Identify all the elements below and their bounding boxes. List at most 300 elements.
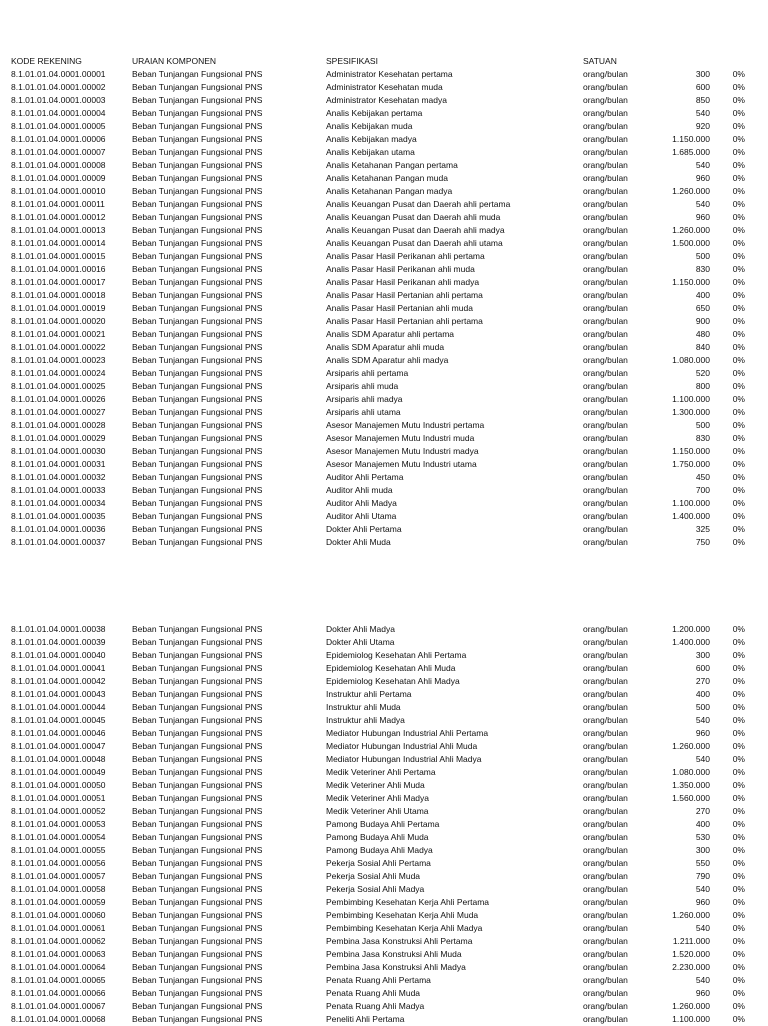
satuan-cell: orang/bulan	[583, 923, 628, 933]
spesifikasi-cell: Analis Pasar Hasil Pertanian ahli muda	[326, 303, 473, 313]
table-row	[0, 935, 768, 948]
uraian-komponen-cell: Beban Tunjangan Fungsional PNS	[132, 225, 263, 235]
table-row	[0, 237, 768, 250]
kode-rekening-cell: 8.1.01.01.04.0001.00020	[11, 316, 106, 326]
table-row	[0, 831, 768, 844]
uraian-komponen-cell: Beban Tunjangan Fungsional PNS	[132, 446, 263, 456]
harga-cell: 500	[695, 702, 710, 712]
spesifikasi-cell: Pembimbing Kesehatan Kerja Ahli Pertama	[326, 897, 490, 907]
uraian-komponen-cell: Beban Tunjangan Fungsional PNS	[132, 147, 263, 157]
uraian-komponen-cell: Beban Tunjangan Fungsional PNS	[132, 741, 263, 751]
spesifikasi-cell: Auditor Ahli Pertama	[326, 472, 404, 482]
table-row	[0, 445, 768, 458]
persen-cell: 0%	[732, 793, 745, 803]
table-row	[0, 883, 768, 896]
persen-cell: 0%	[732, 446, 745, 456]
table-row	[0, 766, 768, 779]
table-row	[0, 146, 768, 159]
satuan-cell: orang/bulan	[583, 728, 628, 738]
kode-rekening-cell: 8.1.01.01.04.0001.00017	[11, 277, 106, 287]
satuan-cell: orang/bulan	[583, 342, 628, 352]
satuan-cell: orang/bulan	[583, 689, 628, 699]
persen-cell: 0%	[732, 407, 745, 417]
spesifikasi-cell: Pamong Budaya Ahli Madya	[326, 845, 433, 855]
satuan-cell: orang/bulan	[583, 446, 628, 456]
persen-cell: 0%	[732, 897, 745, 907]
kode-rekening-cell: 8.1.01.01.04.0001.00006	[11, 134, 106, 144]
spesifikasi-cell: Analis Pasar Hasil Pertanian ahli pertama	[326, 316, 483, 326]
kode-rekening-cell: 8.1.01.01.04.0001.00012	[11, 212, 106, 222]
spesifikasi-cell: Pembina Jasa Konstruksi Ahli Pertama	[326, 936, 473, 946]
table-row	[0, 133, 768, 146]
uraian-komponen-cell: Beban Tunjangan Fungsional PNS	[132, 459, 263, 469]
uraian-komponen-cell: Beban Tunjangan Fungsional PNS	[132, 806, 263, 816]
uraian-komponen-cell: Beban Tunjangan Fungsional PNS	[132, 69, 263, 79]
spesifikasi-cell: Analis Ketahanan Pangan muda	[326, 173, 448, 183]
table-row	[0, 870, 768, 883]
satuan-cell: orang/bulan	[583, 407, 628, 417]
table-row	[0, 367, 768, 380]
harga-cell: 830	[695, 264, 710, 274]
spesifikasi-cell: Penata Ruang Ahli Muda	[326, 988, 421, 998]
uraian-komponen-cell: Beban Tunjangan Fungsional PNS	[132, 793, 263, 803]
table-row	[0, 662, 768, 675]
persen-cell: 0%	[732, 485, 745, 495]
satuan-cell: orang/bulan	[583, 186, 628, 196]
harga-cell: 300	[695, 845, 710, 855]
table-row	[0, 94, 768, 107]
harga-cell: 540	[695, 199, 710, 209]
kode-rekening-cell: 8.1.01.01.04.0001.00035	[11, 511, 106, 521]
uraian-komponen-cell: Beban Tunjangan Fungsional PNS	[132, 689, 263, 699]
spesifikasi-cell: Pekerja Sosial Ahli Madya	[326, 884, 425, 894]
table-row	[0, 753, 768, 766]
spesifikasi-cell: Medik Veteriner Ahli Muda	[326, 780, 425, 790]
uraian-komponen-cell: Beban Tunjangan Fungsional PNS	[132, 962, 263, 972]
table-row	[0, 922, 768, 935]
spesifikasi-cell: Pekerja Sosial Ahli Muda	[326, 871, 421, 881]
spesifikasi-cell: Pembina Jasa Konstruksi Ahli Muda	[326, 949, 462, 959]
satuan-cell: orang/bulan	[583, 498, 628, 508]
uraian-komponen-cell: Beban Tunjangan Fungsional PNS	[132, 394, 263, 404]
satuan-cell: orang/bulan	[583, 160, 628, 170]
satuan-cell: orang/bulan	[583, 754, 628, 764]
harga-cell: 530	[695, 832, 710, 842]
satuan-cell: orang/bulan	[583, 212, 628, 222]
spesifikasi-cell: Medik Veteriner Ahli Utama	[326, 806, 429, 816]
spesifikasi-cell: Asesor Manajemen Mutu Industri pertama	[326, 420, 485, 430]
satuan-cell: orang/bulan	[583, 949, 628, 959]
uraian-komponen-cell: Beban Tunjangan Fungsional PNS	[132, 650, 263, 660]
harga-cell: 1.150.000	[672, 446, 710, 456]
spesifikasi-cell: Auditor Ahli muda	[326, 485, 393, 495]
spesifikasi-cell: Analis Kebijakan pertama	[326, 108, 423, 118]
uraian-komponen-cell: Beban Tunjangan Fungsional PNS	[132, 1014, 263, 1024]
persen-cell: 0%	[732, 832, 745, 842]
persen-cell: 0%	[732, 69, 745, 79]
table-block-2	[0, 623, 768, 1026]
spesifikasi-cell: Pembina Jasa Konstruksi Ahli Madya	[326, 962, 466, 972]
uraian-komponen-cell: Beban Tunjangan Fungsional PNS	[132, 277, 263, 287]
persen-cell: 0%	[732, 524, 745, 534]
uraian-komponen-cell: Beban Tunjangan Fungsional PNS	[132, 303, 263, 313]
table-row	[0, 779, 768, 792]
table-row	[0, 185, 768, 198]
table-row	[0, 393, 768, 406]
harga-cell: 920	[695, 121, 710, 131]
harga-cell: 540	[695, 975, 710, 985]
persen-cell: 0%	[732, 819, 745, 829]
spesifikasi-cell: Dokter Ahli Pertama	[326, 524, 402, 534]
harga-cell: 800	[695, 381, 710, 391]
harga-cell: 500	[695, 420, 710, 430]
uraian-komponen-cell: Beban Tunjangan Fungsional PNS	[132, 702, 263, 712]
kode-rekening-cell: 8.1.01.01.04.0001.00041	[11, 663, 106, 673]
harga-cell: 1.260.000	[672, 186, 710, 196]
kode-rekening-cell: 8.1.01.01.04.0001.00037	[11, 537, 106, 547]
table-row	[0, 224, 768, 237]
table-row	[0, 341, 768, 354]
table-row	[0, 211, 768, 224]
harga-cell: 1.400.000	[672, 511, 710, 521]
kode-rekening-cell: 8.1.01.01.04.0001.00052	[11, 806, 106, 816]
harga-cell: 700	[695, 485, 710, 495]
harga-cell: 1.200.000	[672, 624, 710, 634]
spesifikasi-cell: Epidemiolog Kesehatan Ahli Madya	[326, 676, 460, 686]
kode-rekening-cell: 8.1.01.01.04.0001.00047	[11, 741, 106, 751]
spesifikasi-cell: Analis Pasar Hasil Perikanan ahli madya	[326, 277, 480, 287]
table-row	[0, 792, 768, 805]
header-spesifikasi: SPESIFIKASI	[326, 56, 378, 66]
uraian-komponen-cell: Beban Tunjangan Fungsional PNS	[132, 316, 263, 326]
satuan-cell: orang/bulan	[583, 264, 628, 274]
table-row	[0, 276, 768, 289]
persen-cell: 0%	[732, 82, 745, 92]
spesifikasi-cell: Penata Ruang Ahli Pertama	[326, 975, 431, 985]
satuan-cell: orang/bulan	[583, 819, 628, 829]
uraian-komponen-cell: Beban Tunjangan Fungsional PNS	[132, 381, 263, 391]
uraian-komponen-cell: Beban Tunjangan Fungsional PNS	[132, 498, 263, 508]
kode-rekening-cell: 8.1.01.01.04.0001.00025	[11, 381, 106, 391]
uraian-komponen-cell: Beban Tunjangan Fungsional PNS	[132, 290, 263, 300]
kode-rekening-cell: 8.1.01.01.04.0001.00015	[11, 251, 106, 261]
persen-cell: 0%	[732, 134, 745, 144]
uraian-komponen-cell: Beban Tunjangan Fungsional PNS	[132, 637, 263, 647]
kode-rekening-cell: 8.1.01.01.04.0001.00048	[11, 754, 106, 764]
satuan-cell: orang/bulan	[583, 134, 628, 144]
table-row	[0, 818, 768, 831]
kode-rekening-cell: 8.1.01.01.04.0001.00016	[11, 264, 106, 274]
spesifikasi-cell: Administrator Kesehatan pertama	[326, 69, 453, 79]
satuan-cell: orang/bulan	[583, 329, 628, 339]
table-row	[0, 380, 768, 393]
satuan-cell: orang/bulan	[583, 173, 628, 183]
kode-rekening-cell: 8.1.01.01.04.0001.00064	[11, 962, 106, 972]
table-row	[0, 172, 768, 185]
persen-cell: 0%	[732, 147, 745, 157]
uraian-komponen-cell: Beban Tunjangan Fungsional PNS	[132, 368, 263, 378]
satuan-cell: orang/bulan	[583, 238, 628, 248]
harga-cell: 540	[695, 754, 710, 764]
kode-rekening-cell: 8.1.01.01.04.0001.00045	[11, 715, 106, 725]
spesifikasi-cell: Epidemiolog Kesehatan Ahli Muda	[326, 663, 456, 673]
table-row	[0, 974, 768, 987]
kode-rekening-cell: 8.1.01.01.04.0001.00044	[11, 702, 106, 712]
satuan-cell: orang/bulan	[583, 637, 628, 647]
kode-rekening-cell: 8.1.01.01.04.0001.00032	[11, 472, 106, 482]
table-row	[0, 1013, 768, 1026]
persen-cell: 0%	[732, 936, 745, 946]
satuan-cell: orang/bulan	[583, 316, 628, 326]
satuan-cell: orang/bulan	[583, 676, 628, 686]
spesifikasi-cell: Instruktur ahli Madya	[326, 715, 405, 725]
satuan-cell: orang/bulan	[583, 663, 628, 673]
table-row	[0, 688, 768, 701]
persen-cell: 0%	[732, 728, 745, 738]
satuan-cell: orang/bulan	[583, 780, 628, 790]
kode-rekening-cell: 8.1.01.01.04.0001.00061	[11, 923, 106, 933]
table-row	[0, 68, 768, 81]
uraian-komponen-cell: Beban Tunjangan Fungsional PNS	[132, 975, 263, 985]
satuan-cell: orang/bulan	[583, 95, 628, 105]
table-row	[0, 120, 768, 133]
uraian-komponen-cell: Beban Tunjangan Fungsional PNS	[132, 988, 263, 998]
kode-rekening-cell: 8.1.01.01.04.0001.00036	[11, 524, 106, 534]
table-row	[0, 419, 768, 432]
persen-cell: 0%	[732, 225, 745, 235]
uraian-komponen-cell: Beban Tunjangan Fungsional PNS	[132, 95, 263, 105]
table-row	[0, 510, 768, 523]
persen-cell: 0%	[732, 975, 745, 985]
harga-cell: 540	[695, 884, 710, 894]
persen-cell: 0%	[732, 511, 745, 521]
table-row	[0, 159, 768, 172]
persen-cell: 0%	[732, 767, 745, 777]
harga-cell: 650	[695, 303, 710, 313]
kode-rekening-cell: 8.1.01.01.04.0001.00024	[11, 368, 106, 378]
kode-rekening-cell: 8.1.01.01.04.0001.00031	[11, 459, 106, 469]
spesifikasi-cell: Arsiparis ahli madya	[326, 394, 403, 404]
spesifikasi-cell: Administrator Kesehatan madya	[326, 95, 447, 105]
harga-cell: 1.260.000	[672, 225, 710, 235]
spesifikasi-cell: Analis Kebijakan madya	[326, 134, 417, 144]
satuan-cell: orang/bulan	[583, 69, 628, 79]
uraian-komponen-cell: Beban Tunjangan Fungsional PNS	[132, 728, 263, 738]
persen-cell: 0%	[732, 1014, 745, 1024]
table-row	[0, 636, 768, 649]
harga-cell: 400	[695, 819, 710, 829]
kode-rekening-cell: 8.1.01.01.04.0001.00014	[11, 238, 106, 248]
table-row	[0, 302, 768, 315]
persen-cell: 0%	[732, 186, 745, 196]
satuan-cell: orang/bulan	[583, 225, 628, 235]
harga-cell: 960	[695, 897, 710, 907]
spesifikasi-cell: Analis SDM Aparatur ahli muda	[326, 342, 445, 352]
spesifikasi-cell: Analis SDM Aparatur ahli madya	[326, 355, 449, 365]
spesifikasi-cell: Analis Keuangan Pusat dan Daerah ahli pertama	[326, 199, 511, 209]
harga-cell: 520	[695, 368, 710, 378]
kode-rekening-cell: 8.1.01.01.04.0001.00063	[11, 949, 106, 959]
harga-cell: 960	[695, 988, 710, 998]
harga-cell: 325	[695, 524, 710, 534]
uraian-komponen-cell: Beban Tunjangan Fungsional PNS	[132, 923, 263, 933]
harga-cell: 1.211.000	[672, 936, 710, 946]
kode-rekening-cell: 8.1.01.01.04.0001.00018	[11, 290, 106, 300]
kode-rekening-cell: 8.1.01.01.04.0001.00022	[11, 342, 106, 352]
uraian-komponen-cell: Beban Tunjangan Fungsional PNS	[132, 511, 263, 521]
table-row	[0, 107, 768, 120]
persen-cell: 0%	[732, 264, 745, 274]
spesifikasi-cell: Dokter Ahli Utama	[326, 637, 395, 647]
satuan-cell: orang/bulan	[583, 511, 628, 521]
uraian-komponen-cell: Beban Tunjangan Fungsional PNS	[132, 264, 263, 274]
persen-cell: 0%	[732, 95, 745, 105]
kode-rekening-cell: 8.1.01.01.04.0001.00023	[11, 355, 106, 365]
persen-cell: 0%	[732, 420, 745, 430]
spesifikasi-cell: Auditor Ahli Madya	[326, 498, 397, 508]
table-row	[0, 805, 768, 818]
persen-cell: 0%	[732, 212, 745, 222]
table-row	[0, 727, 768, 740]
uraian-komponen-cell: Beban Tunjangan Fungsional PNS	[132, 433, 263, 443]
table-row	[0, 961, 768, 974]
harga-cell: 1.080.000	[672, 355, 710, 365]
spesifikasi-cell: Dokter Ahli Muda	[326, 537, 391, 547]
satuan-cell: orang/bulan	[583, 121, 628, 131]
table-row	[0, 471, 768, 484]
harga-cell: 300	[695, 69, 710, 79]
satuan-cell: orang/bulan	[583, 394, 628, 404]
kode-rekening-cell: 8.1.01.01.04.0001.00066	[11, 988, 106, 998]
kode-rekening-cell: 8.1.01.01.04.0001.00068	[11, 1014, 106, 1024]
kode-rekening-cell: 8.1.01.01.04.0001.00058	[11, 884, 106, 894]
persen-cell: 0%	[732, 472, 745, 482]
satuan-cell: orang/bulan	[583, 251, 628, 261]
kode-rekening-cell: 8.1.01.01.04.0001.00007	[11, 147, 106, 157]
harga-cell: 1.150.000	[672, 134, 710, 144]
kode-rekening-cell: 8.1.01.01.04.0001.00001	[11, 69, 106, 79]
kode-rekening-cell: 8.1.01.01.04.0001.00054	[11, 832, 106, 842]
persen-cell: 0%	[732, 702, 745, 712]
harga-cell: 600	[695, 82, 710, 92]
table-row	[0, 81, 768, 94]
harga-cell: 1.350.000	[672, 780, 710, 790]
spesifikasi-cell: Asesor Manajemen Mutu Industri utama	[326, 459, 477, 469]
spesifikasi-cell: Pamong Budaya Ahli Muda	[326, 832, 429, 842]
kode-rekening-cell: 8.1.01.01.04.0001.00049	[11, 767, 106, 777]
kode-rekening-cell: 8.1.01.01.04.0001.00046	[11, 728, 106, 738]
harga-cell: 1.260.000	[672, 1001, 710, 1011]
persen-cell: 0%	[732, 650, 745, 660]
spesifikasi-cell: Instruktur ahli Pertama	[326, 689, 412, 699]
spesifikasi-cell: Arsiparis ahli muda	[326, 381, 399, 391]
uraian-komponen-cell: Beban Tunjangan Fungsional PNS	[132, 780, 263, 790]
kode-rekening-cell: 8.1.01.01.04.0001.00056	[11, 858, 106, 868]
uraian-komponen-cell: Beban Tunjangan Fungsional PNS	[132, 407, 263, 417]
table-row	[0, 484, 768, 497]
satuan-cell: orang/bulan	[583, 962, 628, 972]
kode-rekening-cell: 8.1.01.01.04.0001.00013	[11, 225, 106, 235]
spesifikasi-cell: Analis Ketahanan Pangan madya	[326, 186, 453, 196]
satuan-cell: orang/bulan	[583, 459, 628, 469]
persen-cell: 0%	[732, 923, 745, 933]
uraian-komponen-cell: Beban Tunjangan Fungsional PNS	[132, 767, 263, 777]
uraian-komponen-cell: Beban Tunjangan Fungsional PNS	[132, 186, 263, 196]
persen-cell: 0%	[732, 1001, 745, 1011]
persen-cell: 0%	[732, 342, 745, 352]
harga-cell: 500	[695, 251, 710, 261]
satuan-cell: orang/bulan	[583, 537, 628, 547]
persen-cell: 0%	[732, 754, 745, 764]
spesifikasi-cell: Analis Keuangan Pusat dan Daerah ahli utama	[326, 238, 503, 248]
table-row	[0, 263, 768, 276]
uraian-komponen-cell: Beban Tunjangan Fungsional PNS	[132, 897, 263, 907]
spesifikasi-cell: Medik Veteriner Ahli Madya	[326, 793, 429, 803]
harga-cell: 540	[695, 108, 710, 118]
table-row	[0, 987, 768, 1000]
persen-cell: 0%	[732, 741, 745, 751]
harga-cell: 840	[695, 342, 710, 352]
harga-cell: 790	[695, 871, 710, 881]
uraian-komponen-cell: Beban Tunjangan Fungsional PNS	[132, 624, 263, 634]
satuan-cell: orang/bulan	[583, 845, 628, 855]
uraian-komponen-cell: Beban Tunjangan Fungsional PNS	[132, 485, 263, 495]
kode-rekening-cell: 8.1.01.01.04.0001.00057	[11, 871, 106, 881]
satuan-cell: orang/bulan	[583, 147, 628, 157]
persen-cell: 0%	[732, 498, 745, 508]
satuan-cell: orang/bulan	[583, 485, 628, 495]
persen-cell: 0%	[732, 715, 745, 725]
uraian-komponen-cell: Beban Tunjangan Fungsional PNS	[132, 524, 263, 534]
satuan-cell: orang/bulan	[583, 355, 628, 365]
satuan-cell: orang/bulan	[583, 832, 628, 842]
spesifikasi-cell: Epidemiolog Kesehatan Ahli Pertama	[326, 650, 467, 660]
kode-rekening-cell: 8.1.01.01.04.0001.00021	[11, 329, 106, 339]
satuan-cell: orang/bulan	[583, 871, 628, 881]
header-row	[0, 55, 768, 68]
persen-cell: 0%	[732, 433, 745, 443]
table-row	[0, 857, 768, 870]
spesifikasi-cell: Analis Keuangan Pusat dan Daerah ahli muda	[326, 212, 501, 222]
persen-cell: 0%	[732, 537, 745, 547]
persen-cell: 0%	[732, 459, 745, 469]
kode-rekening-cell: 8.1.01.01.04.0001.00060	[11, 910, 106, 920]
persen-cell: 0%	[732, 277, 745, 287]
persen-cell: 0%	[732, 689, 745, 699]
satuan-cell: orang/bulan	[583, 1014, 628, 1024]
satuan-cell: orang/bulan	[583, 420, 628, 430]
uraian-komponen-cell: Beban Tunjangan Fungsional PNS	[132, 160, 263, 170]
uraian-komponen-cell: Beban Tunjangan Fungsional PNS	[132, 715, 263, 725]
spesifikasi-cell: Analis Ketahanan Pangan pertama	[326, 160, 458, 170]
uraian-komponen-cell: Beban Tunjangan Fungsional PNS	[132, 342, 263, 352]
satuan-cell: orang/bulan	[583, 524, 628, 534]
uraian-komponen-cell: Beban Tunjangan Fungsional PNS	[132, 1001, 263, 1011]
kode-rekening-cell: 8.1.01.01.04.0001.00040	[11, 650, 106, 660]
satuan-cell: orang/bulan	[583, 472, 628, 482]
persen-cell: 0%	[732, 845, 745, 855]
harga-cell: 750	[695, 537, 710, 547]
kode-rekening-cell: 8.1.01.01.04.0001.00027	[11, 407, 106, 417]
persen-cell: 0%	[732, 355, 745, 365]
uraian-komponen-cell: Beban Tunjangan Fungsional PNS	[132, 936, 263, 946]
uraian-komponen-cell: Beban Tunjangan Fungsional PNS	[132, 858, 263, 868]
spesifikasi-cell: Analis SDM Aparatur ahli pertama	[326, 329, 455, 339]
uraian-komponen-cell: Beban Tunjangan Fungsional PNS	[132, 754, 263, 764]
table-row	[0, 354, 768, 367]
satuan-cell: orang/bulan	[583, 702, 628, 712]
harga-cell: 1.080.000	[672, 767, 710, 777]
